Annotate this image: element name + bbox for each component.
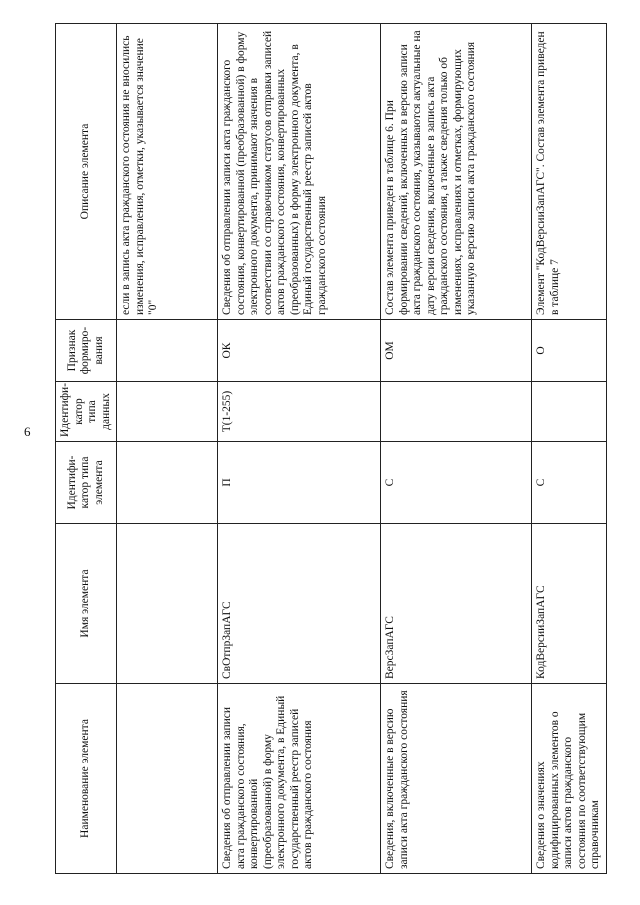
header-formation-flag: Признак формиро- вания [56, 320, 117, 382]
cell-description: Сведения об отправлении записи акта гражданского состояния, конвертированной (преобразованной) в форму электронного документа, принимают значения в соответствии со справочником статусов отправки записей актов гражданского состояния, конвертированных (преобразованных) в форму электронного документа, в Единый государственный реестр записей актов гражданского состояния [218, 24, 381, 320]
cell-type-id: П [218, 442, 381, 524]
header-element-id: Имя элемента [56, 524, 117, 684]
table-row [218, 24, 381, 874]
header-element-name: Наименование элемента [56, 684, 117, 874]
cell-data-type [117, 382, 218, 442]
cell-element: ВерсЗапАГС [381, 524, 532, 684]
cell-description: если в запись акта гражданского состояния не вносились изменения, исправления, отметки, указывается значение "0" [117, 24, 218, 320]
cell-name: Сведения о значениях кодифицированных элементов о записи актов гражданского состояния по соответствующим справочникам [532, 684, 607, 874]
header-data-type: Идентифи- катор типа данных [56, 382, 117, 442]
cell-data-type [532, 382, 607, 442]
cell-name [117, 684, 218, 874]
cell-data-type: T(1-255) [218, 382, 381, 442]
cell-flag: ОК [218, 320, 381, 382]
cell-element: СвОтпрЗапАГС [218, 524, 381, 684]
cell-flag [117, 320, 218, 382]
table-row [532, 24, 607, 874]
cell-element [117, 524, 218, 684]
cell-name: Сведения об отправлении записи акта гражданского состояния, конвертированной (преобразованной) в форму электронного документа, в Единый государственный реестр записей актов гражданского состояния [218, 684, 381, 874]
cell-data-type [381, 382, 532, 442]
cell-type-id: С [532, 442, 607, 524]
header-description: Описание элемента [56, 24, 117, 320]
cell-description: Элемент "КодВерсииЗапАГС". Состав элемента приведен в таблице 7 [532, 24, 607, 320]
cell-flag: ОМ [381, 320, 532, 382]
cell-description: Состав элемента приведен в таблице 6. При формировании сведений, включенных в версию записи акта гражданского состояния, указываются актуальные на дату версии сведения, включенные в запись акта гражданского состояния, а также сведения только об изменениях, исправлениях и отметках, формирующих указанную версию записи акта гражданского состояния [381, 24, 532, 320]
header-element-type: Идентифи- катор типа элемента [56, 442, 117, 524]
cell-type-id: С [381, 442, 532, 524]
table-row [117, 24, 218, 874]
cell-flag: О [532, 320, 607, 382]
cell-type-id [117, 442, 218, 524]
table-row [381, 24, 532, 874]
cell-element: КодВерсииЗапАГС [532, 524, 607, 684]
table-header-row [56, 24, 117, 874]
elements-table [55, 23, 607, 874]
rotated-table-container [55, 24, 615, 874]
page-number: 6 [24, 424, 31, 439]
cell-name: Сведения, включенные в версию записи акта гражданского состояния [381, 684, 532, 874]
